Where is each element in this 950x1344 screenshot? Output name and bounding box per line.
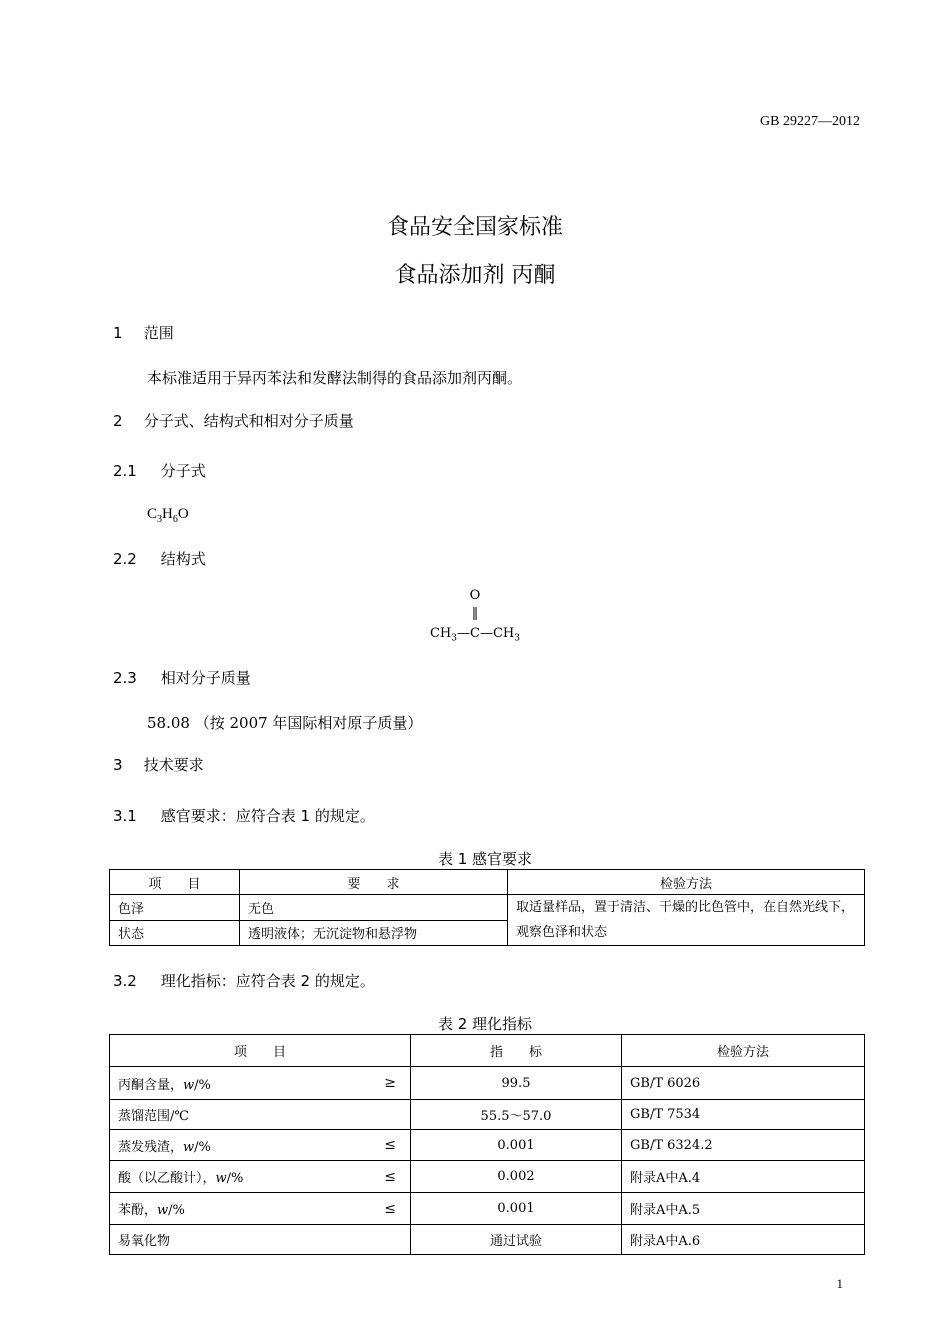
table-header-row <box>110 870 865 895</box>
section-title: 技术要求 <box>143 756 204 774</box>
structure-oxygen: O <box>469 588 481 603</box>
molecular-formula: $C_3H_6O$ <box>147 506 189 525</box>
value-cell: 0.002 <box>411 1161 622 1193</box>
item-cell: 丙酮含量，w/% ≥ <box>110 1067 411 1100</box>
section-number: 3.1 <box>113 807 137 825</box>
method-cell: GB/T 6324.2 <box>622 1130 865 1161</box>
table-row <box>110 1161 865 1193</box>
item-cell: 蒸发残渣，w/% ≤ <box>110 1130 411 1161</box>
header-cell: 要 求 <box>240 870 508 895</box>
section-title: 结构式 <box>160 550 206 568</box>
method-cell: GB/T 7534 <box>622 1100 865 1130</box>
value-cell: 99.5 <box>411 1067 622 1100</box>
table-2-physicochemical <box>109 1034 865 1255</box>
item-cell: 酸（以乙酸计），w/% ≤ <box>110 1161 411 1193</box>
method-cell: GB/T 6026 <box>622 1067 865 1100</box>
structure-chain: $CH_3—C—CH_3$ <box>429 626 520 644</box>
section-1-heading <box>113 322 174 343</box>
header-cell: 指 标 <box>411 1035 622 1067</box>
section-title: 理化指标：应符合表 2 的规定。 <box>160 972 375 990</box>
section-title: 范围 <box>143 324 174 342</box>
section-2-1-heading <box>113 460 206 481</box>
comparison-symbol: ≤ <box>384 1168 396 1185</box>
comparison-symbol: ≤ <box>384 1137 396 1153</box>
item-cell: 易氧化物 <box>110 1225 411 1255</box>
section-3-2-heading <box>113 970 375 991</box>
comparison-symbol: ≥ <box>384 1075 396 1091</box>
value-cell: 0.001 <box>411 1130 622 1161</box>
section-number: 2.2 <box>113 550 137 568</box>
table-2-caption: 表 2 理化指标 <box>437 1015 533 1033</box>
method-cell: 取适量样品，置于清洁、干燥的比色管中，在自然光线下，观察色泽和状态 <box>508 895 865 946</box>
table-row <box>110 1100 865 1130</box>
table-row <box>110 1130 865 1161</box>
table-1-sensory <box>109 869 865 946</box>
section-2-3-heading <box>113 667 251 688</box>
section-2-heading <box>113 410 354 431</box>
table-row <box>110 1193 865 1225</box>
standard-code: GB 29227—2012 <box>760 114 860 129</box>
main-title: 食品安全国家标准 <box>386 215 563 240</box>
structure-double-bond: ‖ <box>471 606 479 621</box>
section-1-text: 本标准适用于异丙苯法和发酵法制得的食品添加剂丙酮。 <box>147 369 523 387</box>
table-row <box>110 895 865 921</box>
item-cell: 色泽 <box>110 895 240 921</box>
table-row <box>110 1225 865 1255</box>
item-cell: 苯酚，w/% ≤ <box>110 1193 411 1225</box>
section-2-2-heading <box>113 548 206 569</box>
method-cell: 附录A中A.5 <box>622 1193 865 1225</box>
page-number: 1 <box>836 1276 843 1291</box>
requirement-cell: 无色 <box>240 895 508 921</box>
table-1-caption: 表 1 感官要求 <box>437 850 533 868</box>
requirement-cell: 透明液体；无沉淀物和悬浮物 <box>240 920 508 946</box>
section-number: 2.1 <box>113 462 137 480</box>
section-title: 分子式 <box>160 462 206 480</box>
header-cell: 检验方法 <box>622 1035 865 1067</box>
section-number: 2.3 <box>113 669 137 687</box>
section-title: 相对分子质量 <box>160 669 251 687</box>
header-cell: 检验方法 <box>508 870 865 895</box>
table-row <box>110 1067 865 1100</box>
section-number: 1 <box>113 324 123 342</box>
section-number: 2 <box>113 412 123 430</box>
section-title: 感官要求：应符合表 1 的规定。 <box>160 807 375 825</box>
table-header-row <box>110 1035 865 1067</box>
item-cell: 状态 <box>110 920 240 946</box>
header-cell: 项 目 <box>110 870 240 895</box>
header-cell: 项 目 <box>110 1035 411 1067</box>
method-cell: 附录A中A.4 <box>622 1161 865 1193</box>
sub-title: 食品添加剂 丙酮 <box>394 263 556 288</box>
item-cell: 蒸馏范围/℃ <box>110 1100 411 1130</box>
comparison-symbol: ≤ <box>384 1200 396 1217</box>
molecular-mass-text: 58.08 （按 2007 年国际相对原子质量） <box>147 714 423 732</box>
method-cell: 附录A中A.6 <box>622 1225 865 1255</box>
section-title: 分子式、结构式和相对分子质量 <box>143 412 354 430</box>
section-3-heading <box>113 754 204 775</box>
value-cell: 通过试验 <box>411 1225 622 1255</box>
value-cell: 0.001 <box>411 1193 622 1225</box>
section-number: 3 <box>113 756 123 774</box>
value-cell: 55.5～57.0 <box>411 1100 622 1130</box>
section-3-1-heading <box>113 805 375 826</box>
section-number: 3.2 <box>113 972 137 990</box>
